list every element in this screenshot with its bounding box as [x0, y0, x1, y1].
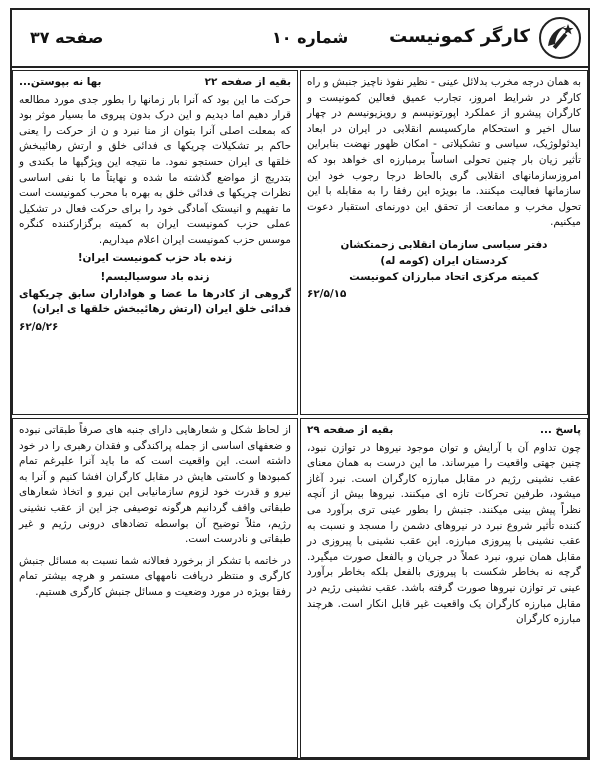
- announcement-closing: گروهی از کادرها ما عضا و هواداران سابق چریکهای فدائی خلق ایران (ارتش رهائیبخش خلقها ی ایران): [19, 287, 291, 316]
- continuation-note: بقیه از صفحه ۲۲: [204, 76, 291, 88]
- letter-reply-article: [12, 418, 298, 758]
- continuation-header: [307, 423, 581, 439]
- hammer-sickle-star-icon: [538, 16, 582, 60]
- page-number: صفحه ۳۷: [30, 28, 104, 47]
- issue-number: شماره ۱۰: [272, 28, 349, 47]
- announcement-date: ۶۲/۵/۲۶: [19, 320, 59, 333]
- masthead: [12, 10, 588, 68]
- publication-title: کارگر کمونیست: [389, 26, 530, 47]
- slogans: [19, 249, 291, 287]
- announcement-paragraph: حرکت ما این بود که آنرا بار زمانها را بطور جدی مورد مطالعه قرار دهیم اما دیدیم و این درک بدون پیروی ما بسیار موثر بود که بمعلت اصلی آنرا بتوان از منا نبرد و ن از حرکت را یعنی حاکم بر تشکیلات چریکها ی فدائی خلق و ارتش رهائیبخش خلقها ی ایران حستجو نمود. ما نتیجه این ویژگیها ما بکندی و بتدریج از مواضع گذشته ما شده و نهایتاً ما با نفی اساسی نظرات چریکها ی فدائی خلق به بهره با محرب کمونیست است ما تفهیم و انیستک آمادگی خود را برای حرکت فعال در تشکیل عملی حزب کمونیست ایران به کمیته برگزارکننده کنگره موسس حزب کمونیست ایران اعلام میداریم.: [19, 93, 291, 246]
- announcement-article: [12, 70, 298, 415]
- signature-line: کردستان ایران (کومه له): [380, 254, 508, 267]
- signature-line: کمیته مرکزی اتحاد مبارزان کمونیست: [349, 270, 539, 283]
- article-title: بها نه بپوستن...: [19, 76, 102, 88]
- answer-article: [300, 418, 588, 758]
- article-title: پاسخ ...: [540, 424, 581, 436]
- signature-line: دفتر سیاسی سازمان انقلابی زحمتکشان: [340, 238, 548, 251]
- reply-paragraph: از لحاظ شکل و شعارهایی دارای جنبه های صرفاً طبقاتی نبوده و ضعفهای اساسی از جمله پراکندگی و فقدان رهبری را در خود داشته است. این واقعیت است که ما باید آنرا علیرغم تمام کمبودها و کاستی هایش در مقابل کارگران افشا کنیم و آنرا به نیرو و قدرت خود لزوم سازمانیابی این نیرو و اتخاذ شعارهای طبقاتی واقف گردانیم هرگونه توصیفی جز این از عقب نشینی رژیم، مثلاً توضیح آن بواسطه تضادهای درونی رژیم و غیر طبقاتی و نادرست است.: [19, 424, 291, 546]
- statement-date: ۶۲/۵/۱۵: [307, 287, 347, 300]
- continuation-header: [19, 75, 291, 91]
- statement-paragraph: به همان درجه مخرب بدلائل عینی - نظیر نفوذ ناچیز جنبش و راه کارگر در شرایط امروز، تجارب عمیق فعالین کمونیست و کارگران پیشرو از عملکرد اپورتونیسم و رویزیونیسم در چهار سال اخیر و استحکام مارکسیسم انقلابی در ایران در ابعاد ایدئولوژیک، سیاسی و تشکیلاتی - امکان ظهور نهضت بنابراین تأثیر زیان بار چنین تحولی اساساً برمبارزه ای خواهد بود که امروزسازمانهای انقلابی گری بالحاظ درجا رجوب خود این سازمانها فعالیت میکنند. ما بویژه این رفقا را به مقابله با این تحول مخرب و ممانعت از تحقق این دورنمای استقبار دعوت میکنیم.: [307, 76, 581, 229]
- continuation-note: بقیه از صفحه ۲۹: [307, 424, 394, 436]
- slogan-line: زنده باد حزب کمونیست ایران!: [77, 251, 233, 264]
- answer-paragraph: چون تداوم آن با آرایش و توان موجود نیروها در توازن نبود، چنین جهتی واقعیت را میرساند. ما این درست به همان معنای عقب نشینی رژیم در مقابل مبارزه کارگران است. نبرد آغاز میشود، طرفین تحرکات تازه ای میکنند. نیروها بیش از آنچه نظراً پیش بینی میکنند. جنبش را بطور عینی تری برآورد می کننده تأثیر شروع نبرد در نیروهای دشمن را مسجد و نسبت به عقب نشینی با پیروزی مبارزه. این عقب نشینی با پیروزی در مقابل همان نیرو، نبرد عملاً در جریان و بالفعل صورت میگیرد. گرچه نه بخاطر شکست با پیروزی بالفعل بلکه بخاطر برآورد عینی تر توازن نیروها صورت گرفته باشد. عقب نشینی رژیم در مقابل مبارزه کارگران یک واقعیت غیر قابل انکار است. هرچند مبارزه کارگران: [307, 441, 581, 626]
- statement-article: [300, 70, 588, 415]
- statement-signature: [307, 237, 581, 285]
- reply-paragraph: در خاتمه با تشکر از برخورد فعالانه شما نسبت به مسائل جنبش کارگری و منتظر دریافت نامههای مستمر و هرچه بیشتر تمام رفقا بویژه در مورد وضعیت و مسائل جنبش کارگری هستیم.: [19, 554, 291, 598]
- slogan-line: زنده باد سوسیالیسم!: [100, 270, 210, 283]
